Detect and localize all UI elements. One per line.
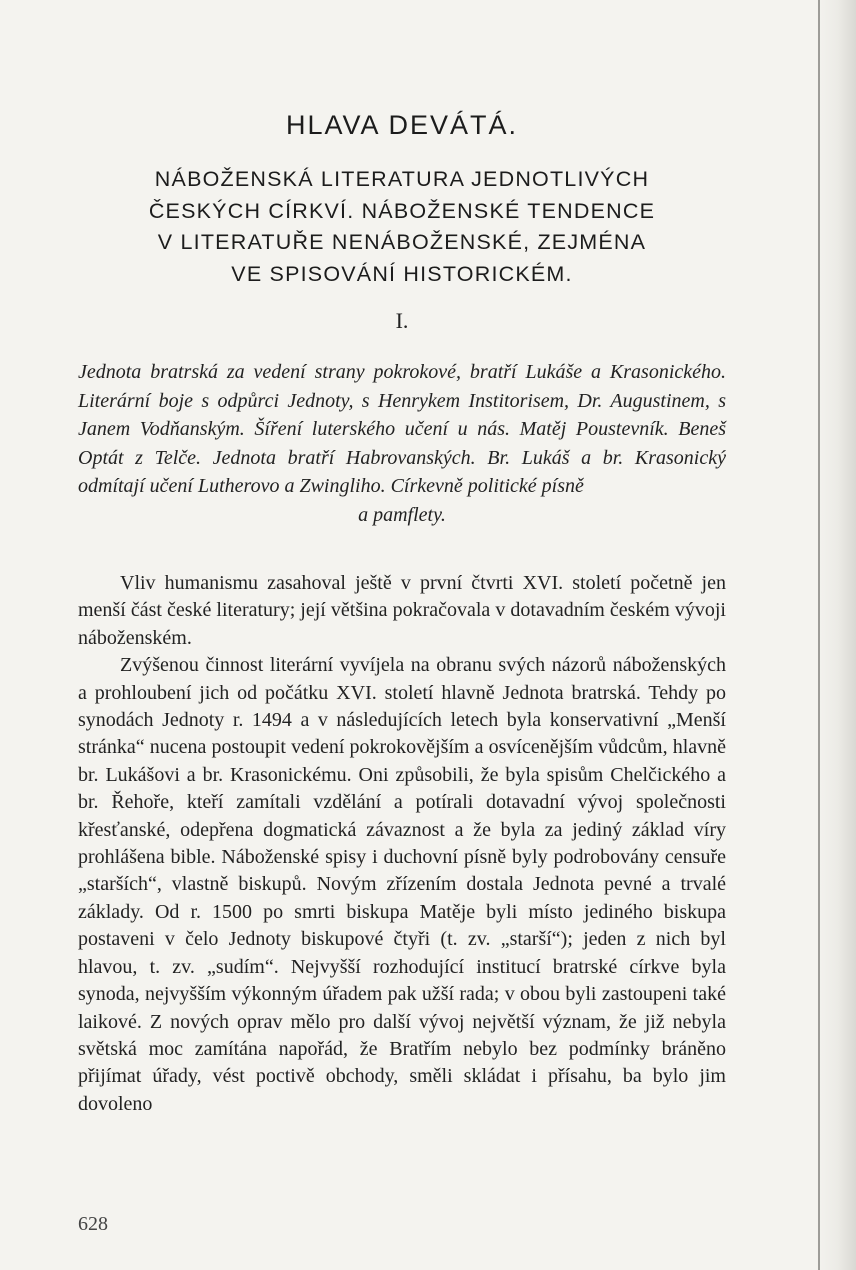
subtitle-line: VE SPISOVÁNÍ HISTORICKÉM.: [231, 261, 573, 286]
subtitle-line: V LITERATUŘE NENÁBOŽENSKÉ, ZEJMÉNA: [157, 230, 647, 254]
page-edge: [816, 0, 856, 1270]
subtitle-line: ČESKÝCH CÍRKVÍ. NÁBOŽENSKÉ TENDENCE: [148, 198, 656, 223]
body-text: [78, 570, 726, 1118]
chapter-subtitle: [78, 164, 726, 290]
section-number: I.: [395, 308, 409, 333]
paragraph: Vliv humanismu zasahoval ještě v první čtvrti XVI. století početně jen menší část české literatury; její většina pokračovala v dotavadním českém vývoji náboženském.: [78, 572, 726, 649]
paragraph: Zvýšenou činnost literární vyvíjela na obranu svých názorů náboženských a prohloubení jich od počátku XVI. století hlavně Jednota bratrská. Tehdy po synodách Jednoty r. 1494 a v následujících letech byla konservativní „Menší stránka“ nucena postoupit vedení pokrokovějším a osvícenějším vůdcům, hlavně br. Lukášovi a br. Krasonickému. Oni způsobili, že byla spisům Chelčického a br. Řehoře, kteří zamítali vzdělání a potírali dotavadní vývoj společnosti křesťanské, odepřena dogmatická závaznost a že byla za jediný základ víry prohlášena bible. Náboženské spisy i duchovní písně byly podrobovány censuře „starších“, vlastně biskupů. Novým zřízením dostala Jednota pevné a trvalé základy. Od r. 1500 po smrti biskupa Matěje byli místo jediného biskupa postaveni v čelo Jednoty biskupové čtyři (t. zv. „starší“); jeden z nich byl hlavou, t. zv. „sudím“. Nejvyšší rozhodující institucí bratrské církve byla synoda, nejvyšším výkonným úřadem pak užší rada; v obou byli zastoupeni také laikové. Z nových oprav mělo pro další vývoj největší význam, že již nebyla světská moc zamítána napořád, že Bratřím nebylo bez podmínky bráněno přijímat úřady, vést poctivě obchody, směli skládat i přísahu, ba bylo jim dovoleno: [78, 654, 726, 1115]
chapter-title: HLAVA DEVÁTÁ.: [285, 110, 519, 140]
summary-text: Jednota bratrská za vedení strany pokrokové, bratří Lukáše a Krasonického. Literární boje s odpůrci Jednoty, s Henrykem Institorisem, Dr. Augustinem, s Janem Vodňanským. Šíření luterského učení u nás. Matěj Poustevník. Beneš Optát z Telče. Jednota bratří Habrovanských. Br. Lukáš a br. Krasonický odmítají učení Lutherovo a Zwingliho. Církevně politické písně: [78, 361, 726, 497]
summary-last-line: a pamflety.: [358, 503, 446, 526]
page-edge-line: [818, 0, 820, 1270]
section-summary: [78, 358, 726, 529]
subtitle-line: NÁBOŽENSKÁ LITERATURA JEDNOTLIVÝCH: [154, 167, 650, 191]
page-number: 628: [78, 1213, 108, 1235]
